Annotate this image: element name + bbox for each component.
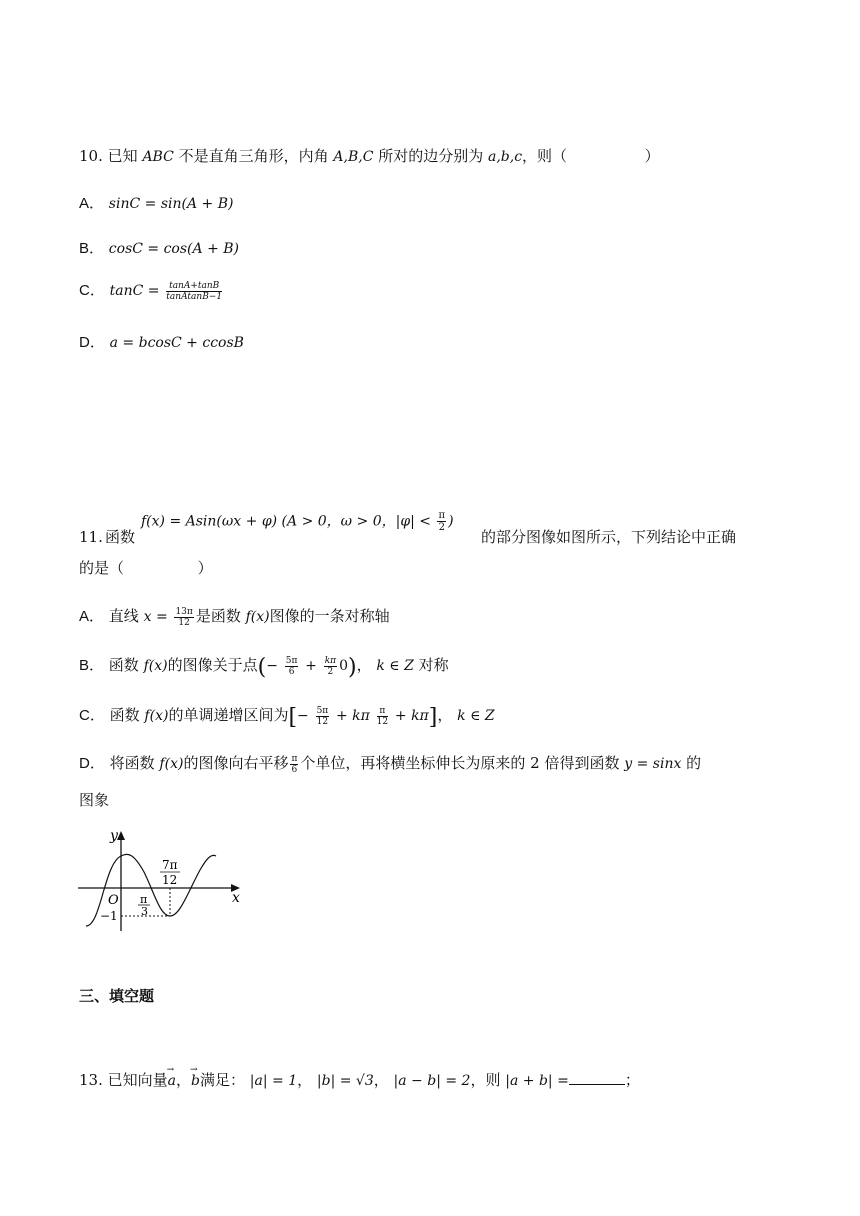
q11-option-c[interactable]: C． 函数 f(x)的单调递增区间为[− $\frac{5\pi}{12}$ + kπ $\frac{\pi}{12}$ + kπ]， k ∈ Z xyxy=(79,705,495,730)
origin-label: O xyxy=(108,893,119,908)
q10-number: 10. xyxy=(79,147,103,165)
q11-option-a[interactable]: A． 直线 x = $\frac{13\pi}{12}$ 是函数 f(x)图像的一条对称轴 xyxy=(79,606,390,628)
q11-number: 11. xyxy=(79,528,103,546)
q11-formula: f(x) = Asin(ωx + φ) (A > 0，ω > 0，|φ| < $\frac{\pi}{2}$ ) xyxy=(141,510,454,533)
sine-graph xyxy=(76,826,248,936)
q11-stem-cont: 的是（ ） xyxy=(79,559,213,577)
seven-pi-over-12-den: 12 xyxy=(162,873,178,887)
q10-option-d[interactable]: D． a = bcosC + ccosB xyxy=(79,334,244,351)
x-axis-label: x xyxy=(232,890,240,906)
seven-pi-over-12-num: 7π xyxy=(162,858,178,872)
q11-option-d-cont: 图象 xyxy=(79,791,110,809)
q10-option-c[interactable]: C． tanC = $\frac{\tan A+\tan B}{\text{tanAtanB−1}}$ xyxy=(79,280,223,302)
q10-option-b[interactable]: B． cosC = cos(A + B) xyxy=(79,240,240,257)
answer-blank[interactable] xyxy=(569,1070,625,1085)
q11-option-d[interactable]: D． 将函数 f(x)的图像向右平移 $\frac{\pi}{6}$ 个单位，再将横坐标伸长为原来的 2 倍得到函数 y = sinx 的 xyxy=(79,753,702,775)
q10-option-a[interactable]: A． sinC = sin(A + B) xyxy=(79,195,234,212)
q13-number: 13. xyxy=(79,1071,103,1089)
y-axis-arrow xyxy=(117,831,125,840)
fraction: $\frac{\tan A+\tan B}{\text{tanAtanB−1}}$ xyxy=(166,280,223,302)
pi-over-3-den: 3 xyxy=(141,905,148,918)
section-title: 三、填空题 xyxy=(79,987,155,1005)
y-axis-label: y xyxy=(110,828,118,844)
q13-stem: 13. 已知向量→ a，→ b满足： |a| = 1， |b| = √3， |a − b| = 2，则 |a + b| = ； xyxy=(79,1070,640,1091)
q11-option-b[interactable]: B． 函数 f(x)的图像关于点(− $\frac{5\pi}{6}$ + $\frac{k\pi}{2}$ 0)， k ∈ Z 对称 xyxy=(79,655,449,680)
minus-one-label: −1 xyxy=(100,909,118,923)
pi-over-3-num: π xyxy=(140,893,148,906)
q10-stem: 10. 已知 ABC 不是直角三角形，内角 A,B,C 所对的边分别为 a,b,c，则（ ） xyxy=(79,147,660,165)
